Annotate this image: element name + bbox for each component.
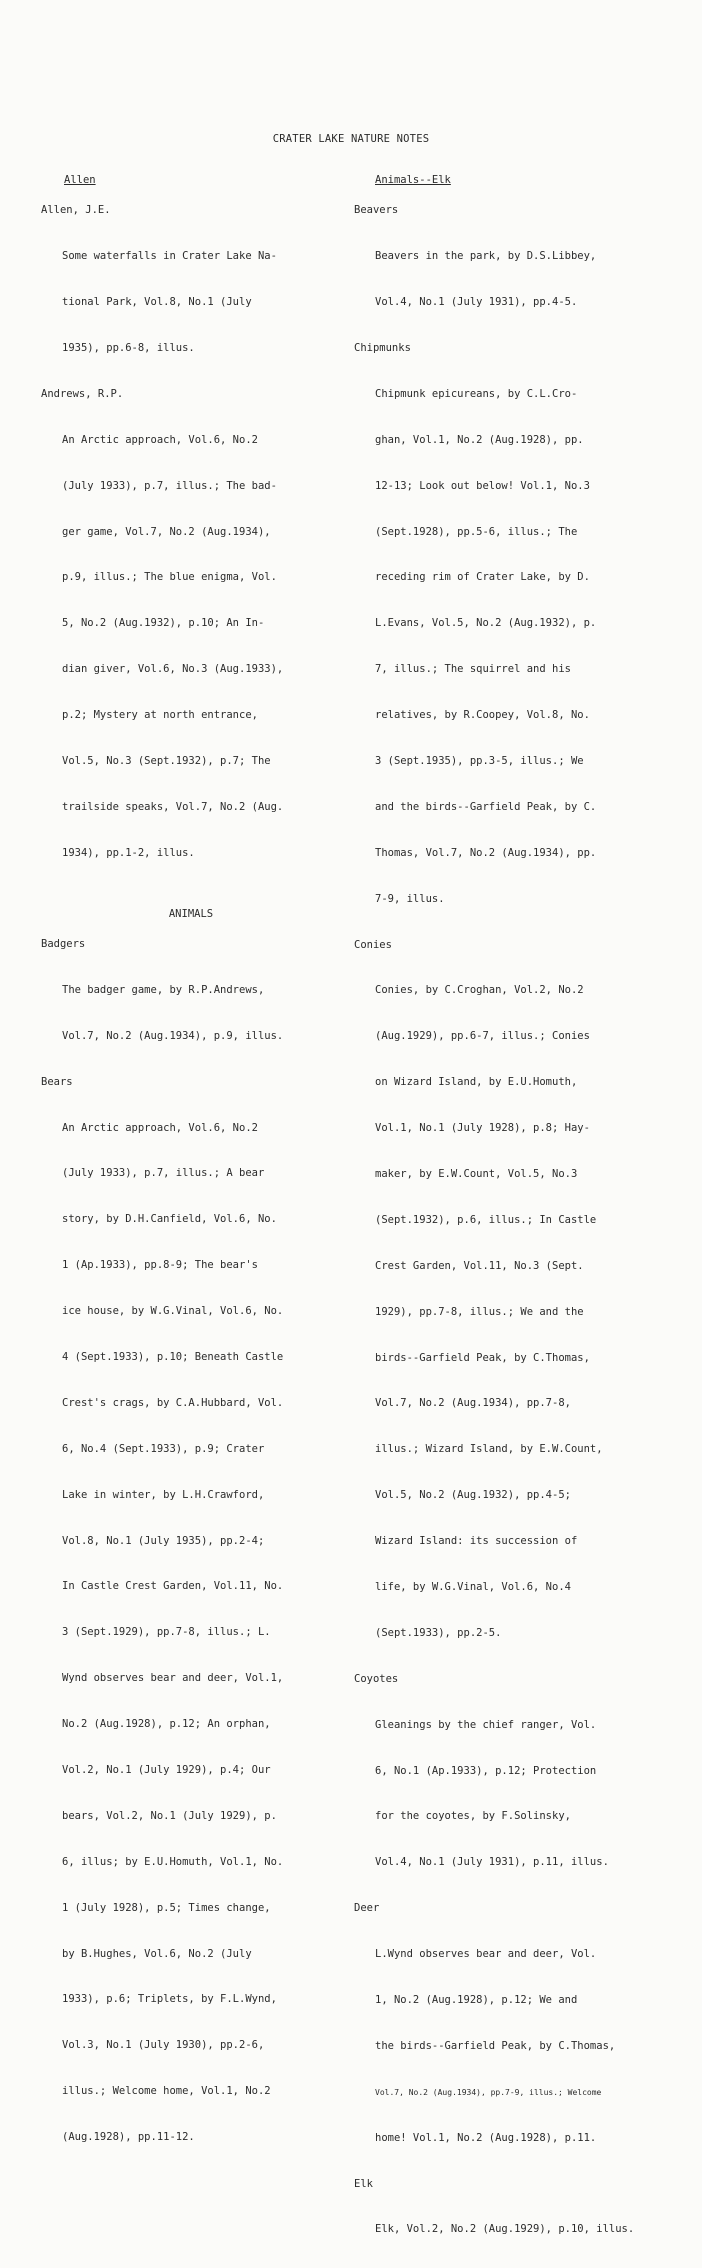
entry-line: illus.; Welcome home, Vol.1, No.2: [62, 2085, 271, 2098]
entry-line: the birds--Garfield Peak, by C.Thomas,: [375, 2039, 616, 2052]
entry-line: (Sept.1928), pp.5-6, illus.; The: [375, 525, 578, 538]
entry-line: Wizard Island: its succession of: [375, 1535, 578, 1548]
entry-line: home! Vol.1, No.2 (Aug.1928), p.11.: [375, 2131, 597, 2144]
entry-line: (July 1933), p.7, illus.; A bear: [62, 1167, 265, 1180]
entry-line: L.Wynd observes bear and deer, Vol.: [375, 1948, 597, 1961]
entry-line: Gleanings by the chief ranger, Vol.: [375, 1718, 597, 1731]
entry-line: Crest's crags, by C.A.Hubbard, Vol.: [62, 1396, 284, 1409]
entry-line: p.2; Mystery at north entrance,: [62, 709, 258, 722]
index-entry: [354, 341, 654, 938]
entry-line: 3 (Sept.1929), pp.7-8, illus.; L.: [62, 1626, 271, 1639]
entry-body: [375, 953, 654, 1672]
entry-heading: Chipmunks: [354, 341, 411, 354]
entry-line: The badger game, by R.P.Andrews,: [62, 983, 265, 996]
index-entry: [41, 203, 341, 387]
entry-line: illus.; Wizard Island, by E.W.Count,: [375, 1443, 603, 1456]
entry-line: story, by D.H.Canfield, Vol.6, No.: [62, 1213, 277, 1226]
entry-body: [375, 2192, 654, 2268]
entry-line: 3 (Sept.1935), pp.3-5, illus.; We: [375, 754, 584, 767]
entry-line: receding rim of Crater Lake, by D.: [375, 571, 590, 584]
page-title: CRATER LAKE NATURE NOTES: [272, 133, 430, 145]
right-column-header: Animals--Elk: [375, 174, 451, 186]
entry-line: Vol.5, No.3 (Sept.1932), p.7; The: [62, 754, 271, 767]
entry-line: ger game, Vol.7, No.2 (Aug.1934),: [62, 525, 271, 538]
entry-line: No.2 (Aug.1928), p.12; An orphan,: [62, 1718, 271, 1731]
entry-body: [375, 219, 654, 341]
entry-line: dian giver, Vol.6, No.3 (Aug.1933),: [62, 663, 284, 676]
entry-line: maker, by E.W.Count, Vol.5, No.3: [375, 1168, 578, 1180]
entry-line: Chipmunk epicureans, by C.L.Cro-: [375, 387, 578, 400]
entry-line: tional Park, Vol.8, No.1 (July: [62, 296, 252, 309]
entry-body: [62, 952, 341, 1074]
entry-line: (Aug.1928), pp.11-12.: [62, 2131, 195, 2144]
entry-line: by B.Hughes, Vol.6, No.2 (July: [62, 1947, 252, 1960]
entry-line: (Sept.1933), pp.2-5.: [375, 1626, 502, 1639]
left-column: [41, 173, 341, 2176]
entry-line: Beavers in the park, by D.S.Libbey,: [375, 250, 597, 263]
entry-heading: Badgers: [41, 937, 86, 950]
entry-line: Vol.4, No.1 (July 1931), pp.4-5.: [375, 296, 578, 309]
entry-line: 1, No.2 (Aug.1928), p.12; We and: [375, 1994, 578, 2007]
entry-line: (Sept.1932), p.6, illus.; In Castle: [375, 1213, 597, 1226]
entry-line: Vol.4, No.1 (July 1931), p.11, illus.: [375, 1856, 609, 1869]
index-entry: [354, 1672, 654, 1901]
entry-line: for the coyotes, by F.Solinsky,: [375, 1810, 571, 1823]
entry-line: (Aug.1929), pp.6-7, illus.; Conies: [375, 1030, 590, 1043]
entry-line: L.Evans, Vol.5, No.2 (Aug.1932), p.: [375, 617, 597, 630]
entry-line: 1 (July 1928), p.5; Times change,: [62, 1901, 271, 1914]
entry-line: (July 1933), p.7, illus.; The bad-: [62, 479, 277, 492]
entry-body: [375, 1687, 654, 1901]
entry-line: ice house, by W.G.Vinal, Vol.6, No.: [62, 1305, 284, 1318]
entry-heading: Conies: [354, 938, 392, 951]
entry-heading: Allen, J.E.: [41, 204, 111, 217]
entry-line: Vol.3, No.1 (July 1930), pp.2-6,: [62, 2039, 265, 2052]
entry-heading: Coyotes: [354, 1672, 399, 1685]
entry-line: relatives, by R.Coopey, Vol.8, No.: [375, 709, 590, 722]
entry-heading: Beavers: [354, 204, 399, 217]
entry-heading: Bears: [41, 1075, 73, 1088]
entry-body: [62, 219, 341, 387]
entry-line: Vol.7, No.2 (Aug.1934), pp.7-8,: [375, 1397, 571, 1410]
entry-line: An Arctic approach, Vol.6, No.2: [62, 1121, 258, 1134]
entry-line: Crest Garden, Vol.11, No.3 (Sept.: [375, 1259, 584, 1272]
entry-line: Wynd observes bear and deer, Vol.1,: [62, 1672, 284, 1685]
entry-line: Lake in winter, by L.H.Crawford,: [62, 1488, 265, 1501]
entry-line: Vol.5, No.2 (Aug.1932), pp.4-5;: [375, 1489, 571, 1502]
entry-body: [375, 1917, 654, 2177]
entry-line: 12-13; Look out below! Vol.1, No.3: [375, 479, 590, 492]
entry-line: 6, No.4 (Sept.1933), p.9; Crater: [62, 1442, 265, 1455]
entry-line: 1929), pp.7-8, illus.; We and the: [375, 1305, 584, 1318]
entry-line: Vol.1, No.1 (July 1928), p.8; Hay-: [375, 1122, 590, 1135]
entry-line: 7-9, illus.: [375, 892, 445, 905]
entry-line: bears, Vol.2, No.1 (July 1929), p.: [62, 1809, 277, 1822]
entry-line: In Castle Crest Garden, Vol.11, No.: [62, 1580, 284, 1593]
entry-line: Vol.7, No.2 (Aug.1934), pp.7-9, illus.; Welcome: [375, 2087, 602, 2097]
entry-line: 1933), p.6; Triplets, by F.L.Wynd,: [62, 1993, 277, 2006]
left-column-header: Allen: [64, 174, 96, 186]
right-column: [354, 173, 654, 2268]
entry-line: Conies, by C.Croghan, Vol.2, No.2: [375, 984, 584, 997]
entry-body: [62, 1090, 341, 2176]
entry-line: Elk, Vol.2, No.2 (Aug.1929), p.10, illus.: [375, 2223, 635, 2236]
entry-line: ghan, Vol.1, No.2 (Aug.1928), pp.: [375, 433, 584, 446]
entry-heading: Andrews, R.P.: [41, 387, 124, 400]
index-entry: [41, 1075, 341, 2176]
entry-line: An Arctic approach, Vol.6, No.2: [62, 433, 258, 446]
index-entry: [354, 203, 654, 341]
index-entry: [354, 2177, 654, 2268]
entry-heading: Deer: [354, 1902, 380, 1915]
entry-line: 6, No.1 (Ap.1933), p.12; Protection: [375, 1764, 597, 1777]
entry-line: 4 (Sept.1933), p.10; Beneath Castle: [62, 1350, 284, 1363]
entry-line: Vol.2, No.1 (July 1929), p.4; Our: [62, 1763, 271, 1776]
entry-line: on Wizard Island, by E.U.Homuth,: [375, 1076, 578, 1089]
entry-body: [375, 356, 654, 937]
entry-line: life, by W.G.Vinal, Vol.6, No.4: [375, 1581, 571, 1594]
entry-line: Thomas, Vol.7, No.2 (Aug.1934), pp.: [375, 846, 597, 859]
entry-line: Vol.7, No.2 (Aug.1934), p.9, illus.: [62, 1029, 284, 1042]
index-entry: [354, 938, 654, 1672]
entry-line: Some waterfalls in Crater Lake Na-: [62, 250, 277, 263]
entry-line: p.9, illus.; The blue enigma, Vol.: [62, 571, 277, 584]
entry-line: 5, No.2 (Aug.1932), p.10; An In-: [62, 617, 265, 630]
entry-line: trailside speaks, Vol.7, No.2 (Aug.: [62, 800, 284, 813]
entry-line: 6, illus; by E.U.Homuth, Vol.1, No.: [62, 1855, 284, 1868]
entry-line: 1935), pp.6-8, illus.: [62, 341, 195, 354]
index-entry: [354, 1901, 654, 2176]
entry-line: 1934), pp.1-2, illus.: [62, 846, 195, 859]
entry-line: birds--Garfield Peak, by C.Thomas,: [375, 1351, 590, 1364]
entry-body: [62, 402, 341, 892]
index-entry: [41, 937, 341, 1075]
entry-heading: Elk: [354, 2177, 373, 2190]
entry-line: 7, illus.; The squirrel and his: [375, 663, 571, 676]
entry-line: Vol.8, No.1 (July 1935), pp.2-4;: [62, 1534, 265, 1547]
entry-line: and the birds--Garfield Peak, by C.: [375, 800, 597, 813]
index-entry: [41, 387, 341, 892]
entry-line: 1 (Ap.1933), pp.8-9; The bear's: [62, 1259, 258, 1272]
section-title: ANIMALS: [168, 907, 214, 920]
